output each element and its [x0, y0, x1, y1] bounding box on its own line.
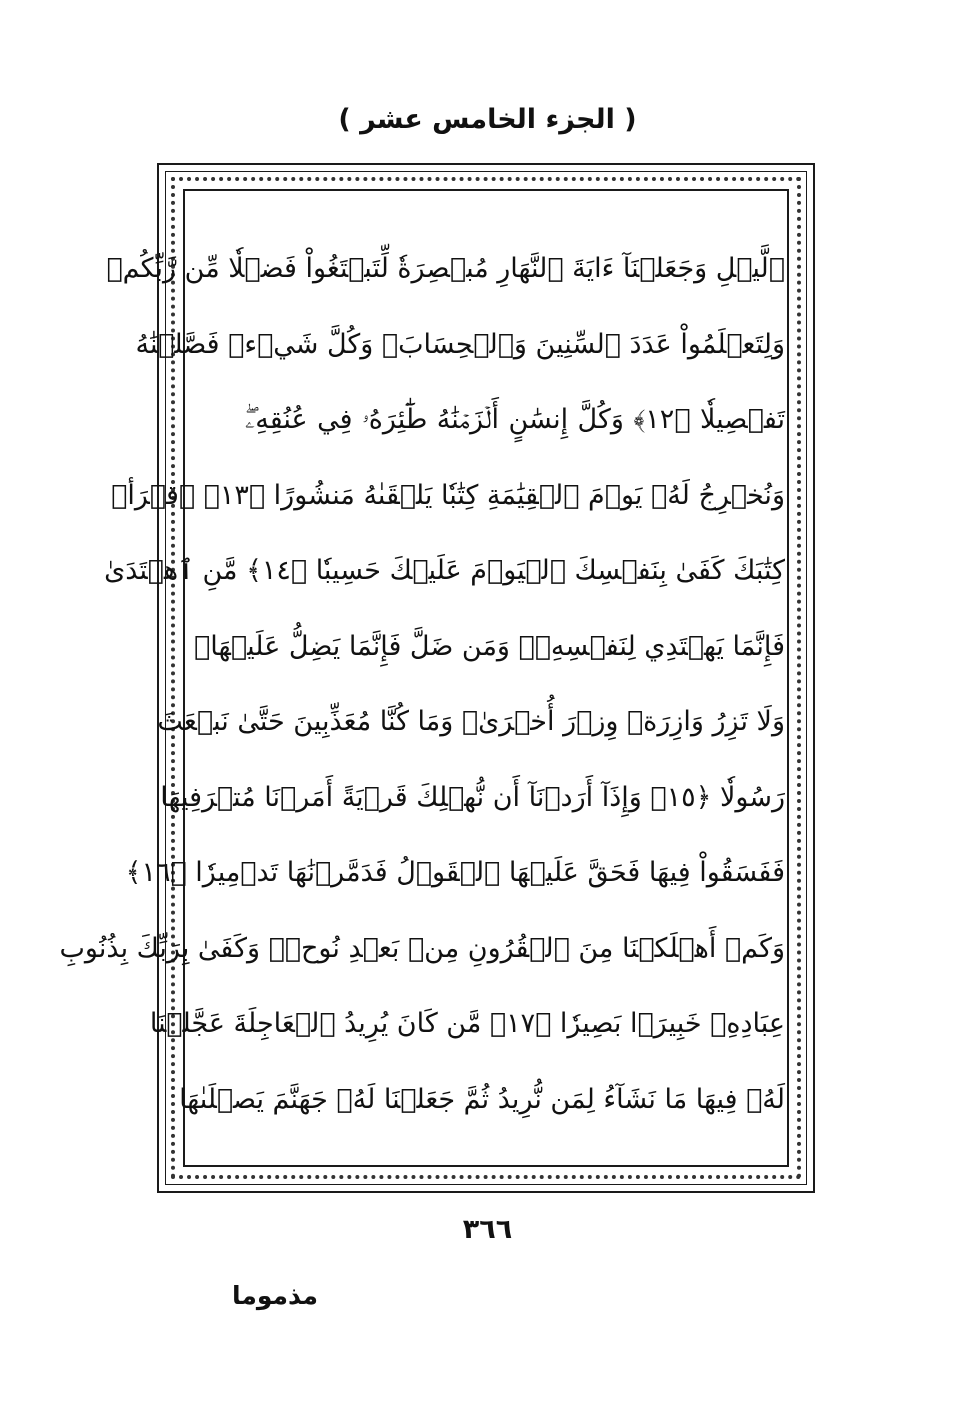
text-line-6: فَإِنَّمَا يَهۡتَدِي لِنَفۡسِهِۦۖ وَمَن ضَلَّ فَإِنَّمَا يَضِلُّ عَلَيۡهَاۚ — [194, 630, 785, 662]
quran-text-block — [59, 231, 786, 1137]
text-line-4: وَنُخۡرِجُ لَهُۥ يَوۡمَ ٱلۡقِيَٰمَةِ كِتَٰبٗا يَلۡقَىٰهُ مَنشُورًا ﴿١٣﴾ ٱقۡرَأۡ — [111, 479, 785, 511]
text-line-7: وَلَا تَزِرُ وَازِرَةٞ وِزۡرَ أُخۡرَىٰۗ وَمَا كُنَّا مُعَذِّبِينَ حَتَّىٰ نَبۡعَثَ — [157, 706, 785, 737]
text-line-12: لَهُۥ فِيهَا مَا نَشَآءُ لِمَن نُّرِيدُ ثُمَّ جَعَلۡنَا لَهُۥ جَهَنَّمَ يَصۡلَىٰهَا — [179, 1083, 785, 1115]
text-line-8: رَسُولٗا ﴿١٥﴾ وَإِذَآ أَرَدۡنَآ أَن نُّهۡلِكَ قَرۡيَةً أَمَرۡنَا مُتۡرَفِيهَا — [160, 781, 785, 813]
text-line-9: فَفَسَقُواْ فِيهَا فَحَقَّ عَلَيۡهَا ٱلۡقَوۡلُ فَدَمَّرۡنَٰهَا تَدۡمِيرٗا ﴿١٦﴾ — [125, 857, 785, 888]
text-line-3: تَفۡصِيلٗا ﴿١٢﴾ وَكُلَّ إِنسَٰنٍ أَلۡزَمۡنَٰهُ طَٰٓئِرَهُۥ فِي عُنُقِهِۦۖ — [245, 404, 786, 435]
text-line-5: كِتَٰبَكَ كَفَىٰ بِنَفۡسِكَ ٱلۡيَوۡمَ عَلَيۡكَ حَسِيبٗا ﴿١٤﴾ مَّنِ ٱهۡتَدَىٰ — [104, 555, 785, 586]
text-area-frame — [59, 189, 789, 1167]
catchword: مذموما — [232, 1281, 318, 1310]
page-number: ٣٦٦ — [462, 1214, 513, 1245]
text-line-1: ٱلَّيۡلِ وَجَعَلۡنَآ ءَايَةَ ٱلنَّهَارِ مُبۡصِرَةٗ لِّتَبۡتَغُواْ فَضۡلٗا مِّن رَّبِّكُمۡ — [106, 253, 785, 284]
page-header-title: ( الجزء الخامس عشر ) — [338, 104, 637, 135]
text-line-2: وَلِتَعۡلَمُواْ عَدَدَ ٱلسِّنِينَ وَٱلۡحِسَابَۚ وَكُلَّ شَيۡءٖ فَصَّلۡنَٰهُ — [135, 328, 785, 360]
page-border-frame — [59, 163, 815, 1193]
text-line-11: عِبَادِهِۦ خَبِيرَۢا بَصِيرٗا ﴿١٧﴾ مَّن كَانَ يُرِيدُ ٱلۡعَاجِلَةَ عَجَّلۡنَا — [149, 1008, 785, 1039]
text-line-10: وَكَمۡ أَهۡلَكۡنَا مِنَ ٱلۡقُرُونِ مِنۢ بَعۡدِ نُوحٖۗ وَكَفَىٰ بِرَبِّكَ بِذُنُوبِ — [59, 932, 785, 964]
